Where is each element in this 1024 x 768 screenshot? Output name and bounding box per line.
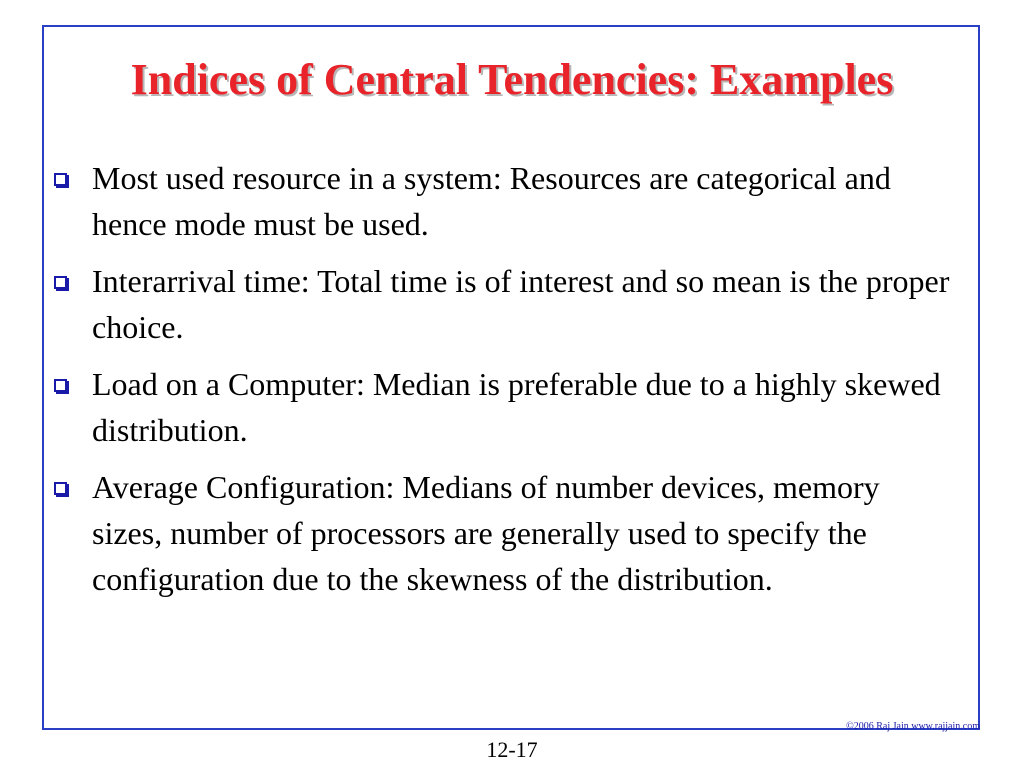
bullet-text: Most used resource in a system: Resources are categorical and hence mode must be used. — [92, 160, 891, 242]
square-bullet-icon — [54, 276, 67, 289]
slide-title: Indices of Central Tendencies: Examples — [130, 55, 894, 104]
bullet-item — [52, 258, 957, 350]
square-bullet-icon — [54, 482, 67, 495]
bullet-item — [52, 361, 957, 453]
bullet-list — [52, 155, 957, 613]
bullet-text: Load on a Computer: Median is preferable due to a highly skewed distribution. — [92, 366, 941, 448]
bullet-text: Average Configuration: Medians of number devices, memory sizes, number of processors are generally used to specify the configuration due to the skewness of the distribution. — [92, 469, 880, 597]
copyright-notice: ©2006 Raj Jain www.rajjain.com — [846, 721, 980, 732]
bullet-item — [52, 155, 957, 247]
square-bullet-icon — [54, 379, 67, 392]
bullet-item — [52, 464, 957, 602]
square-bullet-icon — [54, 173, 67, 186]
bullet-text: Interarrival time: Total time is of interest and so mean is the proper choice. — [92, 263, 950, 345]
page-number: 12-17 — [486, 737, 538, 762]
